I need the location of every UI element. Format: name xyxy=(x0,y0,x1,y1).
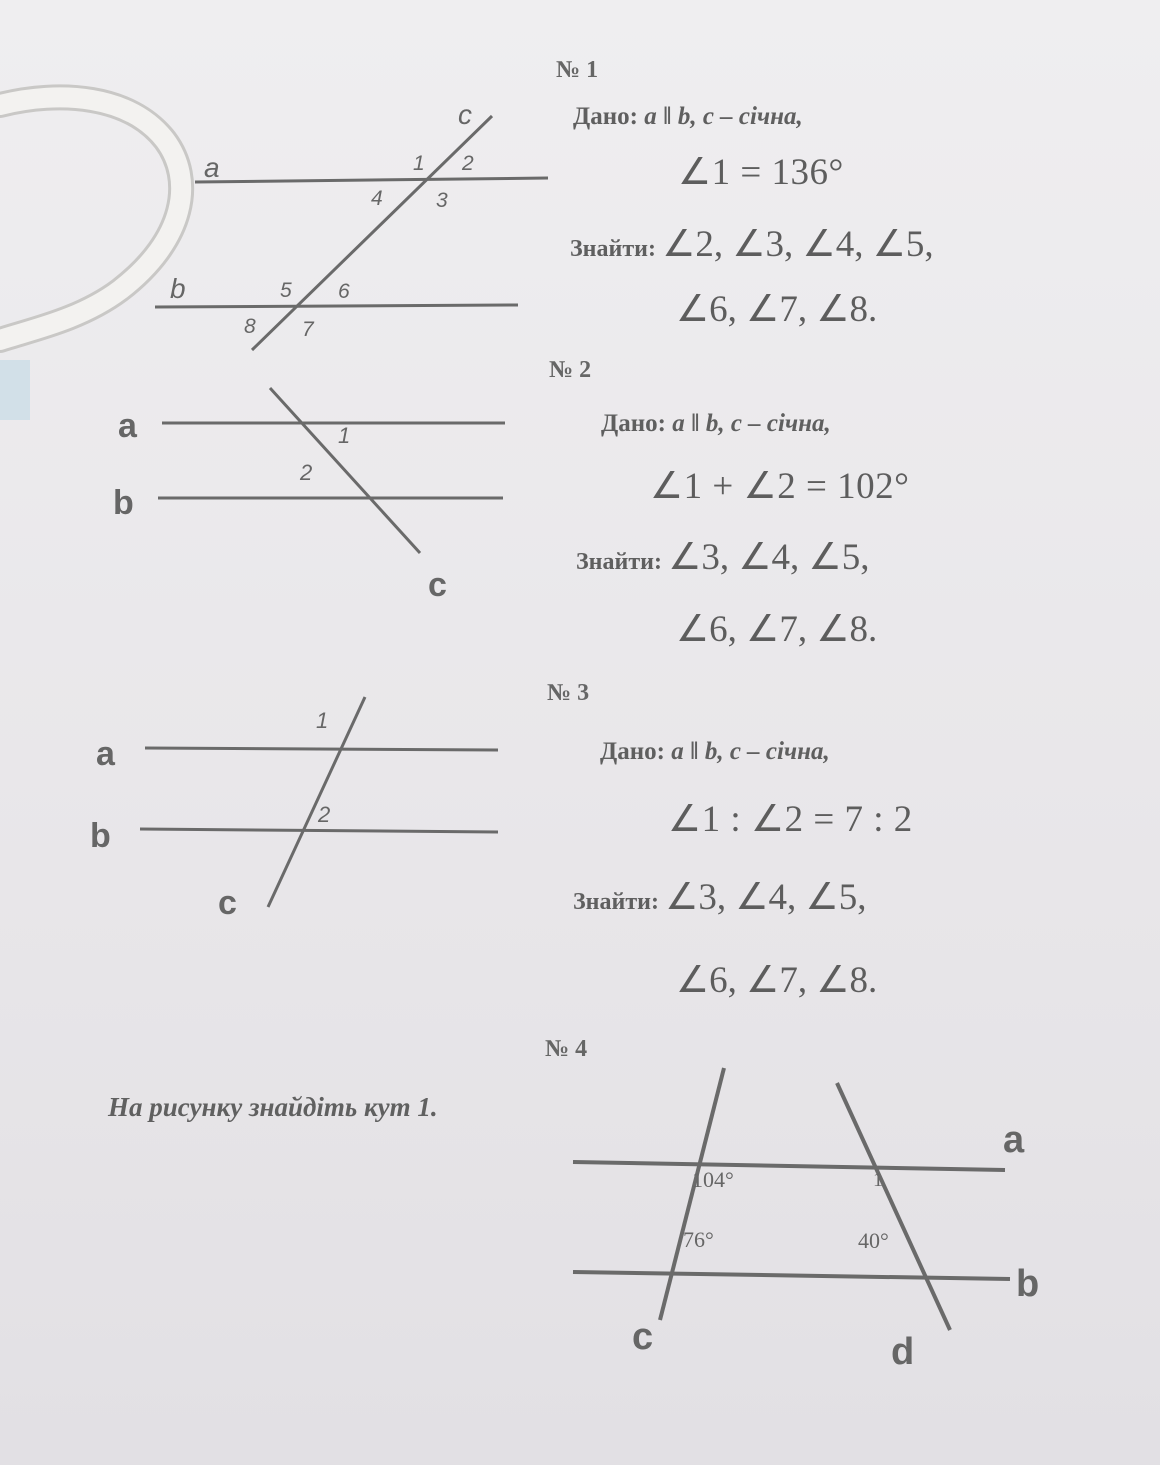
fig3-label-a: a xyxy=(96,735,115,773)
fig3-angle-1: 1 xyxy=(316,708,329,733)
task-3-find-line2: ∠6, ∠7, ∠8. xyxy=(676,960,878,1001)
fig1-angle-7: 7 xyxy=(302,318,314,341)
fig4-angle-40: 40° xyxy=(858,1228,889,1253)
task-2-number: № 2 xyxy=(549,357,592,383)
fig4-angle-1: 1 xyxy=(873,1169,883,1191)
task-3-condition: ∠1 : ∠2 = 7 : 2 xyxy=(668,799,913,840)
fig4-line-d xyxy=(837,1083,950,1330)
task-2-find-line1: ∠3, ∠4, ∠5, xyxy=(668,537,870,578)
fig1-line-b xyxy=(155,305,518,307)
fig4-angle-76: 76° xyxy=(683,1227,714,1252)
task-2-given xyxy=(601,410,831,438)
task-3-given-text: a ‖ b, c – січна, xyxy=(671,738,830,765)
fig3-line-a xyxy=(145,748,498,750)
task-3-find-line1: ∠3, ∠4, ∠5, xyxy=(665,877,867,918)
task-1-find-line1: ∠2, ∠3, ∠4, ∠5, xyxy=(662,224,934,265)
fig2-angle-1: 1 xyxy=(338,423,351,448)
fig2-line-c xyxy=(270,388,420,553)
fig4-label-c: c xyxy=(632,1316,654,1358)
figure-4 xyxy=(573,1068,1010,1330)
fig4-angle-104: 104° xyxy=(692,1167,734,1192)
task-1-given-text: a ‖ b, c – січна, xyxy=(644,103,803,130)
task-1-find-line2: ∠6, ∠7, ∠8. xyxy=(676,289,878,330)
fig1-angle-5: 5 xyxy=(280,279,292,302)
fig1-angle-6: 6 xyxy=(338,280,350,303)
fig1-label-b: b xyxy=(170,273,186,304)
fig2-label-c: c xyxy=(428,566,447,604)
fig4-line-c xyxy=(660,1068,724,1320)
figure-2-labels xyxy=(113,407,447,604)
fig2-label-b: b xyxy=(113,484,134,522)
task-1-condition: ∠1 = 136° xyxy=(678,152,844,193)
task-2-find-label: Знайти: xyxy=(576,549,662,575)
task-3-number: № 3 xyxy=(547,680,590,706)
task-2-given-label: Дано: xyxy=(601,410,666,437)
task-3-find xyxy=(573,875,866,919)
fig1-line-a xyxy=(195,178,548,182)
task-1-find xyxy=(570,222,934,266)
fig2-angle-2: 2 xyxy=(300,460,313,485)
task-1-given-label: Дано: xyxy=(573,103,638,130)
fig2-label-a: a xyxy=(118,407,137,445)
fig1-angle-2: 2 xyxy=(462,152,474,175)
task-1-given xyxy=(573,103,803,131)
fig3-label-b: b xyxy=(90,817,111,855)
fig1-label-c: c xyxy=(458,99,472,130)
task-3-given-label: Дано: xyxy=(600,738,665,765)
fig1-angle-4: 4 xyxy=(371,187,383,210)
fig3-label-c: c xyxy=(218,884,237,922)
task-3-given xyxy=(600,738,830,766)
figure-2 xyxy=(158,388,505,553)
task-2-given-text: a ‖ b, c – січна, xyxy=(672,410,831,437)
task-1-find-label: Знайти: xyxy=(570,236,656,262)
fig4-label-b: b xyxy=(1016,1263,1040,1305)
task-2-condition: ∠1 + ∠2 = 102° xyxy=(650,466,910,507)
fig4-line-a xyxy=(573,1162,1005,1170)
figure-3-labels xyxy=(90,708,330,922)
task-2-find-line2: ∠6, ∠7, ∠8. xyxy=(676,609,878,650)
fig4-line-b xyxy=(573,1272,1010,1279)
fig1-label-a: a xyxy=(204,152,220,183)
fig1-line-c xyxy=(252,116,492,350)
fig4-label-a: a xyxy=(1003,1119,1025,1161)
task-4-text: На рисунку знайдіть кут 1. xyxy=(108,1092,438,1122)
fig4-label-d: d xyxy=(891,1331,915,1373)
fig1-angle-1: 1 xyxy=(413,152,425,175)
fig3-line-b xyxy=(140,829,498,832)
figure-4-labels xyxy=(632,1119,1039,1373)
task-4-number: № 4 xyxy=(545,1036,588,1062)
fig1-angle-3: 3 xyxy=(436,189,448,212)
task-2-find xyxy=(576,535,869,579)
fig1-angle-8: 8 xyxy=(244,315,256,338)
fig3-angle-2: 2 xyxy=(318,802,331,827)
task-1-number: № 1 xyxy=(556,57,599,83)
task-3-find-label: Знайти: xyxy=(573,889,659,915)
